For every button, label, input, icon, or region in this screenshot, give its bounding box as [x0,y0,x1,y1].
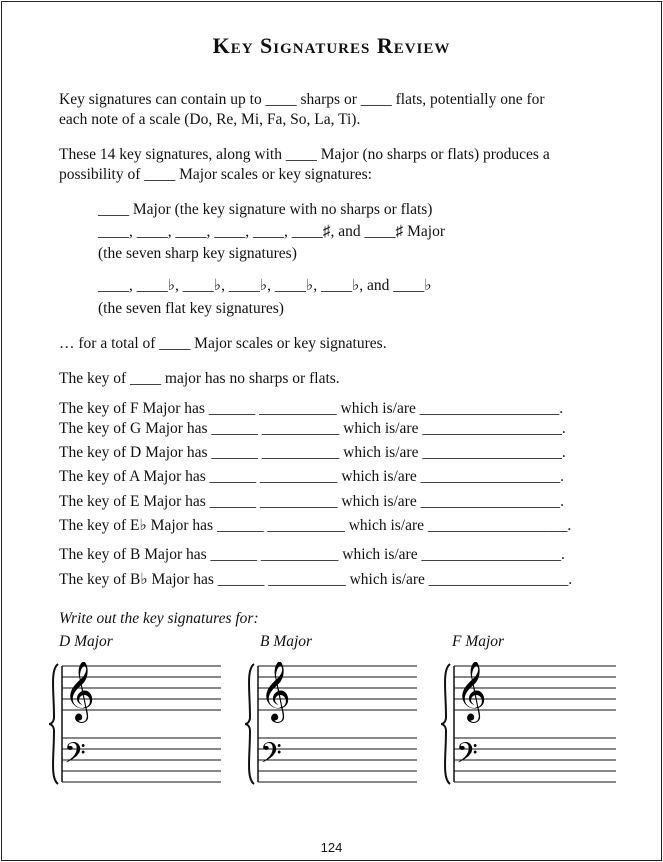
staff-label-f-major: F Major [452,633,505,650]
grand-staff-f-major [440,662,618,787]
key-line-a: The key of A Major has ______ __________ which is/are __________________. [59,468,564,485]
page-title: Key Signatures Review [212,33,451,58]
bass-clef-icon: 𝄢 [64,737,86,777]
sharp-keys-line: ____, ____, ____, ____, ____, ____♯, and ____♯ Major [98,223,446,240]
key-line-b: The key of B Major has ______ __________ which is/are __________________. [59,546,565,563]
total-line: … for a total of ____ Major scales or key signatures. [59,335,387,352]
no-sharps-flats-line: The key of ____ major has no sharps or flats. [59,370,340,387]
bass-clef-icon: 𝄢 [260,737,282,777]
bass-clef-icon: 𝄢 [456,737,478,777]
page-number: 124 [320,840,343,855]
key-line-d: The key of D Major has ______ __________ which is/are __________________. [59,444,566,461]
intro-line-1: Key signatures can contain up to ____ sharps or ____ flats, potentially one for [59,91,545,108]
flat-keys-line: ____, ____♭, ____♭, ____♭, ____♭, ____♭, and ____♭ [98,277,432,294]
staff-label-d-major: D Major [59,633,113,650]
key-line-e: The key of E Major has ______ __________ which is/are __________________. [59,493,564,510]
brace [245,664,254,784]
no-accidental-line: ____ Major (the key signature with no sharps or flats) [98,201,433,218]
treble-clef-icon: 𝄞 [260,662,291,721]
key-line-f: The key of F Major has ______ __________ which is/are __________________. [59,400,564,417]
key-line-e-flat: The key of E♭ Major has ______ __________ which is/are __________________. [59,517,572,534]
brace [441,664,450,784]
intro-line-2: each note of a scale (Do, Re, Mi, Fa, So, La, Ti). [59,111,361,128]
write-prompt: Write out the key signatures for: [59,610,259,627]
treble-clef-icon: 𝄞 [456,662,487,721]
flat-keys-caption: (the seven flat key signatures) [98,300,284,317]
grand-staff-d-major [48,662,223,787]
key-line-b-flat: The key of B♭ Major has ______ __________ which is/are __________________. [59,571,573,588]
treble-clef-icon: 𝄞 [64,662,95,721]
para2-line-2: possibility of ____ Major scales or key signatures: [59,166,372,183]
sharp-keys-caption: (the seven sharp key signatures) [98,245,297,262]
grand-staff-b-major [244,662,419,787]
para2-line-1: These 14 key signatures, along with ____ Major (no sharps or flats) produces a [59,146,550,163]
key-line-g: The key of G Major has ______ __________ which is/are __________________. [59,420,566,437]
staff-label-b-major: B Major [260,633,313,650]
brace [49,664,58,784]
